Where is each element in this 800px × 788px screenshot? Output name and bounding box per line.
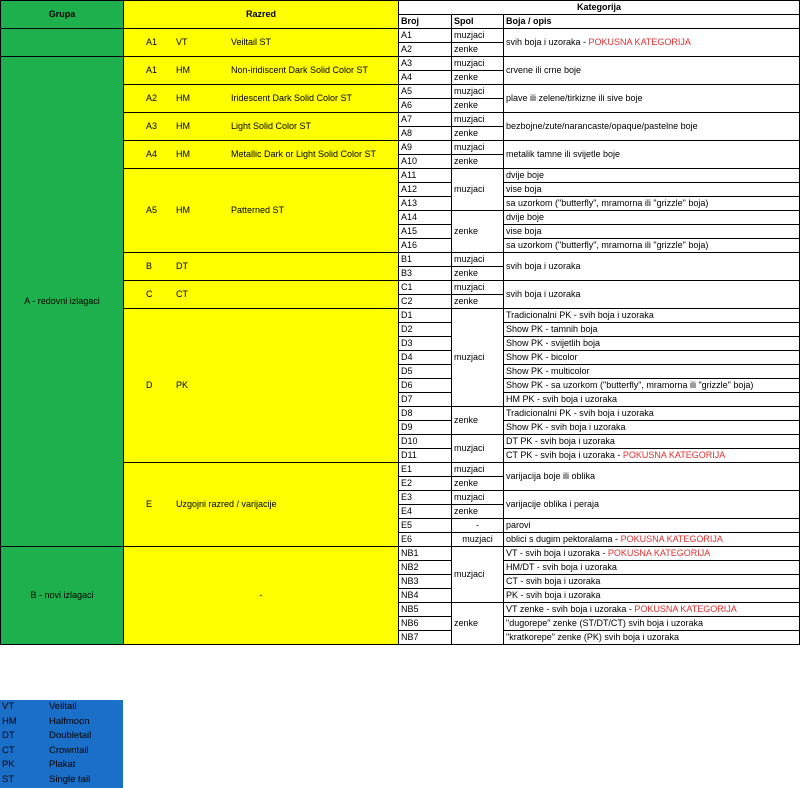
class-name: Patterned ST — [231, 205, 285, 215]
class-a3 — [124, 113, 399, 141]
category-code: A2 — [399, 43, 452, 57]
category-desc: Show PK - bicolor — [504, 351, 800, 365]
class-code: E — [146, 499, 153, 509]
gender-cell: muzjaci — [452, 57, 504, 71]
category-desc: PK - svih boja i uzoraka — [504, 589, 800, 603]
class-name: Metallic Dark or Light Solid Color ST — [231, 149, 377, 159]
class-name: Veiltail ST — [231, 37, 272, 47]
gender-cell: zenke — [452, 407, 504, 435]
gender-cell: zenke — [452, 477, 504, 491]
class-a1hm — [124, 57, 399, 85]
category-code: NB6 — [399, 617, 452, 631]
category-desc: sa uzorkom ("butterfly", mramorna ili "grizzle" boja) — [504, 239, 800, 253]
gender-cell: muzjaci — [452, 435, 504, 463]
header-grupa: Grupa — [1, 1, 124, 29]
group-b: B - novi izlagaci — [1, 547, 124, 645]
header-razred: Razred — [124, 1, 399, 29]
gender-cell: zenke — [452, 505, 504, 519]
tail-type: DT — [176, 261, 188, 271]
legend-row — [0, 729, 123, 744]
legend-full: Plakat — [49, 759, 76, 770]
category-desc: Show PK - tamnih boja — [504, 323, 800, 337]
category-code: A16 — [399, 239, 452, 253]
category-code: NB7 — [399, 631, 452, 645]
category-desc: vise boja — [504, 183, 800, 197]
tail-type: HM — [176, 93, 190, 103]
category-code: NB2 — [399, 561, 452, 575]
category-desc: svih boja i uzoraka — [504, 281, 800, 309]
legend-full: Single tail — [49, 773, 91, 785]
gender-cell: zenke — [452, 603, 504, 645]
legend-abbr: VT — [2, 701, 15, 712]
class-code: C — [146, 289, 153, 299]
category-code: A8 — [399, 127, 452, 141]
legend-box — [0, 700, 123, 788]
category-desc: varijacije oblika i peraja — [504, 491, 800, 519]
class-name: Non-iridiscent Dark Solid Color ST — [231, 65, 369, 75]
category-desc: DT PK - svih boja i uzoraka — [504, 435, 800, 449]
legend-full: Veiltail — [49, 701, 77, 712]
tail-type: PK — [176, 380, 189, 390]
category-desc: sa uzorkom ("butterfly", mramorna ili "grizzle" boja) — [504, 197, 800, 211]
category-desc: VT - svih boja i uzoraka - POKUSNA KATEGORIJA — [504, 547, 800, 561]
class-a1-vt — [124, 29, 399, 57]
class-code: D — [146, 380, 153, 390]
gender-cell: muzjaci — [452, 113, 504, 127]
category-code: A3 — [399, 57, 452, 71]
legend-full: Crowntail — [49, 744, 89, 756]
category-code: NB5 — [399, 603, 452, 617]
gender-cell: zenke — [452, 211, 504, 253]
category-desc: "dugorepe" zenke (ST/DT/CT) svih boja i uzoraka — [504, 617, 800, 631]
category-code: D10 — [399, 435, 452, 449]
category-desc: Show PK - sa uzorkom ("butterfly", mramorna ili "grizzle" boja) — [504, 379, 800, 393]
class-name: Iridescent Dark Solid Color ST — [231, 93, 353, 103]
gender-cell: zenke — [452, 99, 504, 113]
class-name: Light Solid Color ST — [231, 121, 312, 131]
category-desc: HM PK - svih boja i uzoraka — [504, 393, 800, 407]
gender-cell: zenke — [452, 127, 504, 141]
gender-cell: muzjaci — [452, 29, 504, 43]
category-desc: Show PK - multicolor — [504, 365, 800, 379]
category-code: A10 — [399, 155, 452, 169]
category-code: A1 — [399, 29, 452, 43]
gender-cell: zenke — [452, 155, 504, 169]
header-broj: Broj — [399, 15, 452, 29]
category-code: D1 — [399, 309, 452, 323]
class-a5 — [124, 169, 399, 253]
header-kategorija: Kategorija — [399, 1, 800, 15]
probe-label: POKUSNA KATEGORIJA — [588, 37, 691, 47]
gender-cell: - — [452, 519, 504, 533]
legend-row — [0, 773, 123, 788]
tail-type: VT — [176, 37, 188, 47]
category-code: D5 — [399, 365, 452, 379]
legend-abbr: PK — [2, 759, 15, 770]
tail-type: HM — [176, 149, 190, 159]
category-desc: plave ili zelene/tirkizne ili sive boje — [504, 85, 800, 113]
category-desc: svih boja i uzoraka - POKUSNA KATEGORIJA — [504, 29, 800, 57]
class-c — [124, 281, 399, 309]
class-code: A1 — [146, 65, 158, 75]
category-code: A15 — [399, 225, 452, 239]
category-code: A4 — [399, 71, 452, 85]
gender-cell: muzjaci — [452, 491, 504, 505]
category-code: A11 — [399, 169, 452, 183]
category-desc: Show PK - svijetlih boja — [504, 337, 800, 351]
category-code: NB1 — [399, 547, 452, 561]
legend-full: Halfmoon — [49, 715, 90, 727]
category-code: A12 — [399, 183, 452, 197]
legend-row — [0, 758, 123, 773]
gender-cell: muzjaci — [452, 141, 504, 155]
class-code: A4 — [146, 149, 158, 159]
legend-abbr: DT — [2, 730, 15, 741]
class-code: A5 — [146, 205, 158, 215]
class-d — [124, 309, 399, 463]
legend-row — [0, 715, 123, 730]
probe-label: POKUSNA KATEGORIJA — [607, 548, 711, 558]
category-code: NB3 — [399, 575, 452, 589]
gender-cell: muzjaci — [452, 463, 504, 477]
gender-cell: muzjaci — [452, 547, 504, 603]
legend-abbr: HM — [2, 715, 17, 727]
probe-label: POKUSNA KATEGORIJA — [622, 450, 726, 460]
tail-type: HM — [176, 205, 190, 215]
category-code: A13 — [399, 197, 452, 211]
category-desc: CT - svih boja i uzoraka — [504, 575, 800, 589]
category-code: C1 — [399, 281, 452, 295]
class-e — [124, 463, 399, 547]
category-code: D7 — [399, 393, 452, 407]
category-code: D2 — [399, 323, 452, 337]
category-desc: varijacija boje ili oblika — [504, 463, 800, 491]
header-boja: Boja / opis — [504, 15, 800, 29]
category-code: D8 — [399, 407, 452, 421]
category-desc: Show PK - svih boja i uzoraka — [504, 421, 800, 435]
tail-type: CT — [176, 289, 188, 299]
category-desc: svih boja i uzoraka — [504, 253, 800, 281]
category-code: A5 — [399, 85, 452, 99]
category-desc: crvene ili crne boje — [504, 57, 800, 85]
category-desc: dvije boje — [504, 211, 800, 225]
legend-abbr: ST — [2, 773, 15, 785]
category-code: D6 — [399, 379, 452, 393]
category-code: E6 — [399, 533, 452, 547]
legend-row — [0, 744, 123, 759]
legend-full: Doubletail — [49, 730, 92, 741]
category-code: NB4 — [399, 589, 452, 603]
category-desc: Tradicionalni PK - svih boja i uzoraka — [504, 407, 800, 421]
header-spol: Spol — [452, 15, 504, 29]
probe-label: POKUSNA KATEGORIJA — [634, 604, 737, 614]
class-nb: - — [124, 547, 399, 645]
class-name: Uzgojni razred / varijacije — [176, 499, 277, 509]
category-code: A9 — [399, 141, 452, 155]
category-code: E1 — [399, 463, 452, 477]
gender-cell: muzjaci — [452, 533, 504, 547]
gender-cell: zenke — [452, 267, 504, 281]
category-desc: VT zenke - svih boja i uzoraka - POKUSNA KATEGORIJA — [504, 603, 800, 617]
category-code: D11 — [399, 449, 452, 463]
class-code: B — [146, 261, 153, 271]
category-desc: oblici s dugim pektoralama - POKUSNA KATEGORIJA — [504, 533, 800, 547]
category-code: D9 — [399, 421, 452, 435]
gender-cell: zenke — [452, 43, 504, 57]
gender-cell: muzjaci — [452, 281, 504, 295]
class-b — [124, 253, 399, 281]
category-desc: HM/DT - svih boja i uzoraka — [504, 561, 800, 575]
category-desc: parovi — [504, 519, 800, 533]
class-code: A1 — [146, 37, 158, 47]
category-code: E3 — [399, 491, 452, 505]
gender-cell: muzjaci — [452, 309, 504, 407]
class-a2 — [124, 85, 399, 113]
legend-row — [0, 700, 123, 715]
class-code: A2 — [146, 93, 158, 103]
class-a4 — [124, 141, 399, 169]
gender-cell: muzjaci — [452, 85, 504, 99]
group-a: A - redovni izlagaci — [1, 57, 124, 547]
category-code: D4 — [399, 351, 452, 365]
tail-type: HM — [176, 65, 190, 75]
group-empty — [1, 29, 124, 57]
category-code: B3 — [399, 267, 452, 281]
category-desc: vise boja — [504, 225, 800, 239]
gender-cell: muzjaci — [452, 169, 504, 211]
category-code: A6 — [399, 99, 452, 113]
category-code: A14 — [399, 211, 452, 225]
gender-cell: zenke — [452, 295, 504, 309]
category-desc: dvije boje — [504, 169, 800, 183]
category-desc: metalik tamne ili svijetle boje — [504, 141, 800, 169]
category-code: B1 — [399, 253, 452, 267]
category-code: E5 — [399, 519, 452, 533]
category-code: C2 — [399, 295, 452, 309]
category-code: E2 — [399, 477, 452, 491]
probe-label: POKUSNA KATEGORIJA — [620, 534, 723, 544]
gender-cell: muzjaci — [452, 253, 504, 267]
category-desc: CT PK - svih boja i uzoraka - POKUSNA KATEGORIJA — [504, 449, 800, 463]
category-desc: Tradicionalni PK - svih boja i uzoraka — [504, 309, 800, 323]
category-code: D3 — [399, 337, 452, 351]
category-desc: bezbojne/zute/narancaste/opaque/pastelne boje — [504, 113, 800, 141]
category-code: A7 — [399, 113, 452, 127]
category-desc: "kratkorepe" zenke (PK) svih boja i uzoraka — [504, 631, 800, 645]
gender-cell: zenke — [452, 71, 504, 85]
category-code: E4 — [399, 505, 452, 519]
tail-type: HM — [176, 121, 190, 131]
class-code: A3 — [146, 121, 158, 131]
legend-abbr: CT — [2, 744, 15, 756]
